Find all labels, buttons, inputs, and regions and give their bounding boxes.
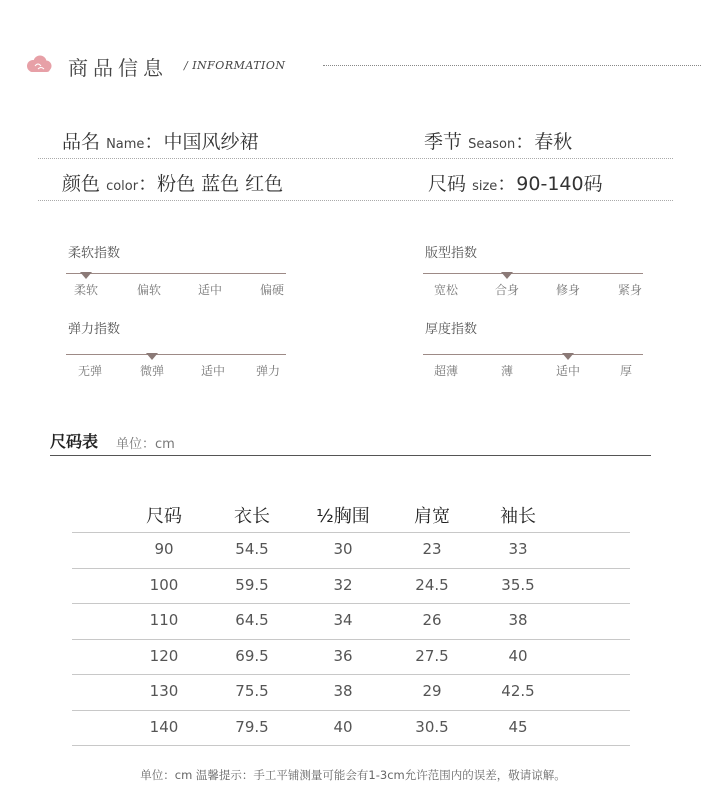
index-scale-line: [423, 273, 643, 274]
table-cell: 30.5: [415, 717, 449, 736]
table-header-cell: ½胸围: [316, 506, 370, 527]
table-cell: 79.5: [235, 717, 269, 736]
index-scale-label: 无弹: [77, 364, 103, 378]
index-marker: [562, 353, 574, 360]
table-cell: 26: [422, 611, 442, 629]
index-scale-label: 微弹: [139, 364, 165, 378]
index-title: 厚度指数: [425, 322, 478, 337]
table-row-divider: [72, 603, 630, 604]
index-title: 版型指数: [425, 246, 478, 261]
table-cell: 24.5: [415, 575, 449, 594]
info-size-value: 90-140码: [516, 173, 603, 195]
index-scale-label: 偏硬: [259, 283, 285, 297]
index-marker: [146, 353, 158, 360]
info-season-label: 季节: [424, 131, 463, 153]
table-cell: 130: [149, 682, 179, 700]
info-size-label-en: size: [472, 179, 498, 194]
index-scale-label: 合身: [494, 283, 520, 297]
table-cell: 100: [149, 575, 179, 594]
table-header-cell: 肩宽: [414, 506, 450, 527]
size-table-unit: 单位：cm: [116, 437, 175, 452]
info-name-sep: ：: [144, 131, 164, 153]
table-header-cell: 尺码: [146, 506, 182, 527]
footnote: 单位：cm 温馨提示：手工平铺测量可能会有1-3cm允许范围内的误差，敬请谅解。: [140, 768, 566, 782]
index-scale-label: 宽松: [433, 283, 459, 297]
table-row-divider: [72, 674, 630, 675]
info-name-label-en: Name: [106, 137, 145, 152]
index-scale-line: [66, 273, 286, 274]
index-scale-label: 适中: [555, 364, 581, 378]
size-table-title-divider: [50, 455, 651, 456]
index-scale-line: [423, 354, 643, 355]
table-row-divider: [72, 745, 630, 746]
index-scale-label: 超薄: [433, 364, 459, 378]
info-color-value: 粉色 蓝色 红色: [157, 173, 284, 195]
info-divider: [38, 200, 673, 201]
table-cell: 140: [149, 717, 179, 736]
table-row-divider: [72, 532, 630, 533]
info-size: [428, 169, 603, 196]
index-title: 柔软指数: [68, 246, 121, 261]
table-cell: 38: [333, 682, 353, 700]
table-cell: 35.5: [501, 575, 535, 594]
info-color: [62, 169, 283, 196]
index-scale-label: 厚: [619, 364, 633, 378]
info-color-label-en: color: [106, 179, 139, 194]
table-cell: 30: [333, 540, 353, 558]
index-marker: [501, 272, 513, 279]
index-scale-line: [66, 354, 286, 355]
table-cell: 59.5: [235, 575, 269, 594]
table-cell: 23: [422, 540, 442, 558]
table-cell: 32: [333, 575, 353, 594]
table-cell: 75.5: [235, 682, 269, 700]
table-cell: 40: [333, 717, 353, 736]
info-name: [62, 127, 258, 154]
size-table-title: 尺码表: [50, 432, 99, 451]
table-header-cell: 袖长: [500, 506, 536, 527]
table-cell: 110: [149, 611, 179, 629]
info-name-value: 中国风纱裙: [163, 131, 259, 153]
index-marker: [80, 272, 92, 279]
table-cell: 120: [149, 646, 179, 665]
index-scale-label: 紧身: [617, 283, 643, 297]
info-size-label: 尺码: [428, 173, 467, 195]
index-scale-label: 偏软: [136, 283, 162, 297]
table-cell: 90: [154, 540, 174, 558]
info-name-label: 品名: [62, 131, 101, 153]
section-title: 商品信息: [68, 56, 168, 80]
index-scale-label: 弹力: [255, 364, 281, 378]
table-cell: 36: [333, 646, 353, 665]
info-season-sep: ：: [515, 131, 535, 153]
table-cell: 45: [508, 717, 528, 736]
table-cell: 42.5: [501, 682, 535, 700]
table-header-cell: 衣长: [234, 506, 270, 527]
index-scale-label: 修身: [555, 283, 581, 297]
table-cell: 34: [333, 611, 353, 629]
info-season: [424, 127, 572, 154]
index-scale-label: 适中: [200, 364, 226, 378]
table-cell: 40: [508, 646, 528, 665]
table-cell: 64.5: [235, 611, 269, 629]
info-season-label-en: Season: [468, 137, 516, 152]
index-scale-label: 适中: [197, 283, 223, 297]
info-size-sep: ：: [497, 173, 517, 195]
table-row-divider: [72, 710, 630, 711]
table-cell: 33: [508, 540, 528, 558]
info-color-sep: ：: [138, 173, 158, 195]
table-cell: 27.5: [415, 646, 449, 665]
table-cell: 38: [508, 611, 528, 629]
info-divider: [38, 158, 673, 159]
index-scale-label: 柔软: [73, 283, 99, 297]
section-title-en: / INFORMATION: [184, 59, 286, 72]
info-color-label: 颜色: [62, 173, 101, 195]
cloud-icon: [24, 54, 54, 76]
table-cell: 29: [422, 682, 442, 700]
index-scale-label: 薄: [500, 364, 514, 378]
table-row-divider: [72, 639, 630, 640]
header-divider: [323, 65, 701, 66]
table-row-divider: [72, 568, 630, 569]
index-title: 弹力指数: [68, 322, 121, 337]
table-cell: 69.5: [235, 646, 269, 665]
table-cell: 54.5: [235, 540, 269, 558]
info-season-value: 春秋: [534, 131, 573, 153]
